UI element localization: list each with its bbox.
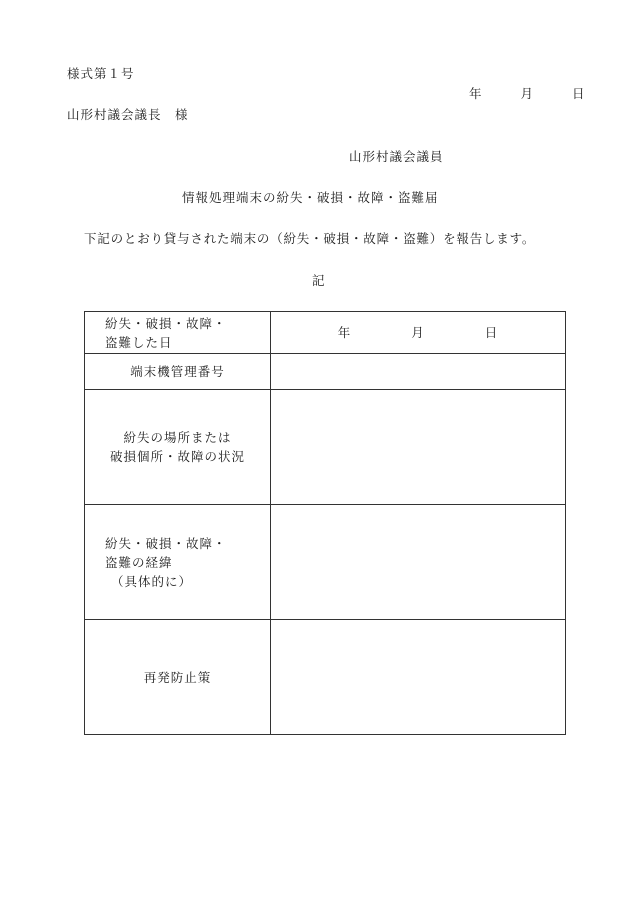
- body-text: 下記のとおり貸与された端末の（紛失・破損・故障・盗難）を報告します。: [84, 231, 536, 246]
- circumstances-field[interactable]: [271, 505, 566, 620]
- device-number-field[interactable]: [271, 354, 566, 390]
- form-number: 様式第１号: [67, 66, 135, 81]
- incident-date-field[interactable]: [271, 312, 566, 354]
- label-line: 盗難した日: [105, 334, 173, 350]
- field-month: 月: [411, 325, 425, 340]
- submission-date: [469, 86, 585, 102]
- table-row-device-number: [85, 354, 566, 390]
- prevention-field[interactable]: [271, 620, 566, 735]
- label-line: 紛失の場所または: [123, 430, 232, 445]
- location-status-field[interactable]: [271, 390, 566, 505]
- label-line: 紛失・破損・故障・: [105, 315, 227, 331]
- document-title: 情報処理端末の紛失・破損・故障・盗難届: [182, 190, 439, 205]
- table-row-prevention: [85, 620, 566, 735]
- label-line: 盗難の経緯: [105, 554, 173, 570]
- sender: 山形村議会議員: [349, 149, 444, 164]
- label-line: （具体的に）: [111, 573, 193, 589]
- label-location-status: [85, 390, 271, 505]
- date-year: 年: [469, 86, 483, 101]
- label-line: 破損個所・故障の状況: [109, 449, 245, 464]
- addressee: 山形村議会議長 様: [67, 107, 189, 122]
- date-month: 月: [520, 86, 534, 101]
- table-row-location-status: [85, 390, 566, 505]
- date-day: 日: [571, 86, 586, 101]
- table-row-circumstances: [85, 505, 566, 620]
- report-form-table: [84, 311, 566, 735]
- label-prevention: 再発防止策: [85, 620, 271, 735]
- field-year: 年: [337, 325, 352, 340]
- label-device-number: 端末機管理番号: [85, 354, 271, 390]
- label-circumstances: [85, 505, 271, 620]
- field-day: 日: [484, 325, 499, 340]
- table-row-incident-date: [85, 312, 566, 354]
- label-line: 紛失・破損・故障・: [105, 535, 227, 551]
- ki-heading: 記: [312, 273, 326, 288]
- label-incident-date: [85, 312, 271, 354]
